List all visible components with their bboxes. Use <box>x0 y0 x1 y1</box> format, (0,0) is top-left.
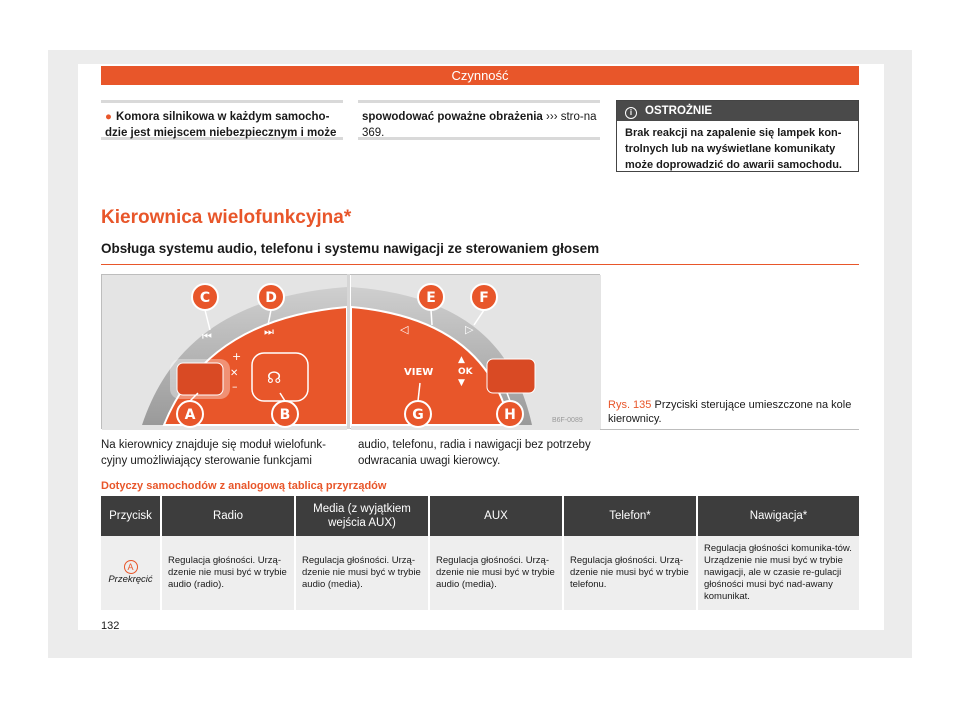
cell-phone: Regulacja głośności. Urzą-dzenie nie musi być w trybie telefonu. <box>563 536 697 610</box>
col-header-aux: AUX <box>429 496 563 536</box>
voice-control-icon: ☊ <box>267 368 282 387</box>
label-a: A <box>184 407 196 423</box>
col-header-button: Przycisk <box>101 496 161 536</box>
volume-minus-label: – <box>232 380 238 393</box>
label-c: C <box>199 290 211 306</box>
table-title: Dotyczy samochodów z analogową tablicą przyrządów <box>101 480 387 492</box>
label-d: D <box>265 290 277 306</box>
label-h: H <box>504 407 516 423</box>
button-action: Przekręcić <box>108 574 153 585</box>
col-header-navigation: Nawigacja* <box>697 496 859 536</box>
label-e: E <box>426 290 436 306</box>
cell-button <box>101 536 161 610</box>
col-header-phone: Telefon* <box>563 496 697 536</box>
ok-button[interactable]: OK <box>458 367 473 377</box>
label-g: G <box>412 407 424 423</box>
cell-media: Regulacja głośności. Urzą-dzenie nie musi być w trybie audio (media). <box>295 536 429 610</box>
label-b: B <box>279 407 291 423</box>
warning-text-col1: ● Komora silnikowa w każdym samocho-dzie jest miejscem niebezpiecznym i może <box>101 100 343 140</box>
up-arrow-icon[interactable]: ▲ <box>458 355 465 365</box>
page-reference-link[interactable]: ››› stro-na 369. <box>362 111 597 139</box>
bullet-icon: ● <box>105 111 112 123</box>
warning-text-col2: spowodować poważne obrażenia ››› stro-na 369. <box>358 100 600 140</box>
cell-navigation: Regulacja głośności komunika-tów. Urządzenie nie musi być w trybie nawigacji, ale w czasie re-gulacji głośności musi być nad-awany komunikat. <box>697 536 859 610</box>
view-button[interactable]: VIEW <box>404 367 434 378</box>
menu-scroll-wheel[interactable] <box>487 359 535 393</box>
menu-right-icon[interactable]: ▷ <box>465 323 474 336</box>
previous-track-icon[interactable]: ⏮ <box>202 330 212 343</box>
down-arrow-icon[interactable]: ▼ <box>458 378 465 388</box>
caution-header: i OSTROŻNIE <box>617 101 858 121</box>
table-header-row <box>101 496 859 536</box>
caution-body: Brak reakcji na zapalenie się lampek kon-trolnych lub na wyświetlane komunikaty może doprowadzić do awarii samochodu. <box>625 127 842 171</box>
caution-box <box>616 100 859 172</box>
page-number: 132 <box>101 620 120 632</box>
steering-wheel-figure <box>101 274 600 429</box>
col-header-media: Media (z wyjątkiem wejścia AUX) <box>295 496 429 536</box>
menu-left-icon[interactable]: ◁ <box>400 323 409 336</box>
cell-aux: Regulacja głośności. Urzą-dzenie nie musi być w trybie audio (media). <box>429 536 563 610</box>
steering-wheel-illustration <box>102 275 601 430</box>
mute-icon: ✕ <box>230 368 239 379</box>
volume-plus-label: + <box>232 350 242 363</box>
table-row <box>101 536 859 610</box>
figure-caption-text: Przyciski sterujące umieszczone na kole kierownicy. <box>608 399 852 425</box>
figure-label: Rys. 135 <box>608 399 652 411</box>
controls-table <box>101 496 859 610</box>
button-letter-badge: A <box>124 560 138 574</box>
intro-text-col2: audio, telefonu, radia i nawigacji bez potrzeby odwracania uwagi kierowcy. <box>358 439 591 467</box>
chapter-header: Czynność <box>101 66 859 85</box>
caption-divider <box>600 429 859 430</box>
cell-radio: Regulacja głośności. Urzą-dzenie nie musi być w trybie audio (radio). <box>161 536 295 610</box>
figure-code: B6F-0089 <box>552 417 583 424</box>
col-header-radio: Radio <box>161 496 295 536</box>
volume-scroll-wheel[interactable] <box>177 363 223 395</box>
figure-caption <box>608 398 858 426</box>
intro-text-col1: Na kierownicy znajduje się moduł wielofunk-cyjny umożliwiający sterowanie funkcjami <box>101 439 326 467</box>
section-subtitle: Obsługa systemu audio, telefonu i systemu nawigacji ze sterowaniem głosem <box>101 241 859 265</box>
figure-divider <box>347 274 350 429</box>
section-title: Kierownica wielofunkcyjna* <box>101 207 352 228</box>
info-circle-icon: i <box>625 107 637 119</box>
next-track-icon[interactable]: ⏭ <box>264 325 274 338</box>
label-f: F <box>479 290 489 306</box>
